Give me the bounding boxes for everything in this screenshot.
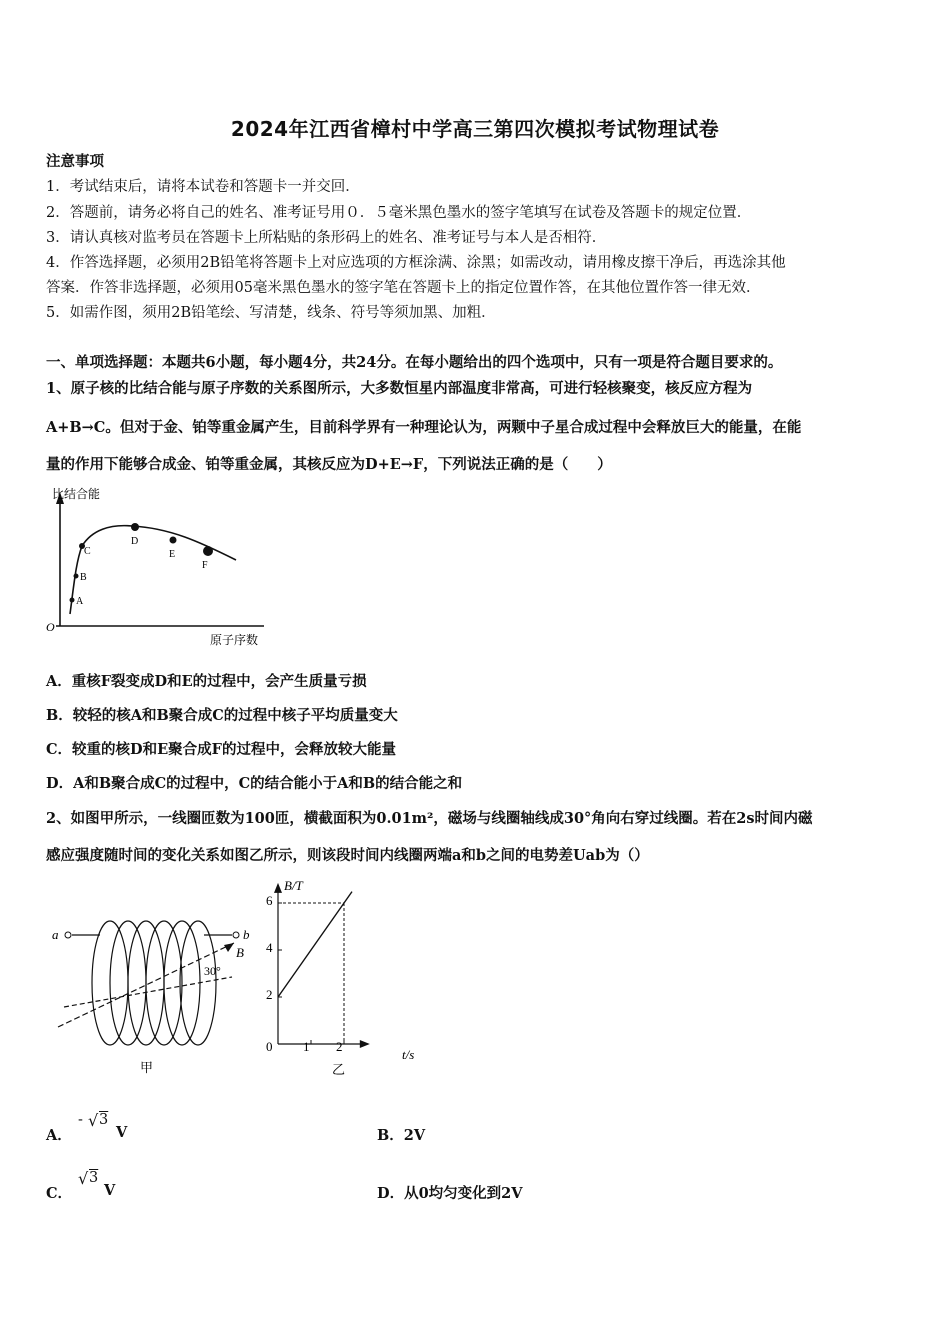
x-axis-label: 原子序数 bbox=[210, 633, 259, 647]
section-heading: 一、单项选择题：本题共6小题，每小题4分，共24分。在每小题给出的四个选项中，只有一项是符合题目要求的。 bbox=[46, 354, 783, 371]
y-tick-label: 4 bbox=[266, 940, 273, 955]
notice-item: 1．考试结束后，请将本试卷和答题卡一并交回． bbox=[46, 179, 360, 195]
notice-item: 3．请认真核对监考员在答题卡上所粘贴的条形码上的姓名、准考证号与本人是否相符． bbox=[46, 230, 607, 246]
q1-option-d: D．A和B聚合成C的过程中，C的结合能小于A和B的结合能之和 bbox=[46, 775, 463, 792]
q2-option-b: B．2V bbox=[377, 1127, 426, 1144]
y-axis-label: B/T bbox=[284, 878, 303, 893]
terminal-a bbox=[65, 932, 71, 938]
sqrt-radicand: 3 bbox=[89, 1170, 99, 1186]
question-2-line: 2、如图甲所示，一线圈匝数为100匝，横截面积为0.01m²，磁场与线圈轴线成30°角向右穿过线圈。若在2s时间内磁 bbox=[46, 810, 813, 827]
coil-turns bbox=[92, 921, 216, 1045]
axis-line bbox=[64, 977, 232, 1007]
field-arrow bbox=[224, 943, 234, 952]
question-2-line: 感应强度随时间的变化关系如图乙所示，则该段时间内线圈两端a和b之间的电势差Uab为（） bbox=[46, 847, 649, 864]
point-b-marker bbox=[74, 574, 79, 579]
option-label: A． bbox=[46, 1127, 72, 1144]
q1-option-c: C．较重的核D和E聚合成F的过程中，会释放较大能量 bbox=[46, 741, 396, 758]
minus-sign: - bbox=[78, 1112, 83, 1128]
point-e-marker bbox=[170, 537, 177, 544]
point-f-marker bbox=[203, 546, 213, 556]
b-t-series-line bbox=[278, 892, 352, 997]
point-label: D bbox=[131, 536, 139, 547]
angle-label: 30° bbox=[204, 964, 221, 978]
notice-heading: 注意事项 bbox=[46, 153, 104, 170]
q2-option-d: D．从0均匀变化到2V bbox=[377, 1185, 523, 1202]
x-tick-label: 1 bbox=[303, 1039, 310, 1054]
x-axis-label: t/s bbox=[402, 1047, 415, 1062]
notice-item: 4．作答选择题，必须用2B铅笔将答题卡上对应选项的方框涂满、涂黑；如需改动，请用橡皮擦干净后，再选涂其他 bbox=[46, 255, 786, 271]
notice-item: 5．如需作图，须用2B铅笔绘、写清楚，线条、符号等须加黑、加粗． bbox=[46, 305, 496, 321]
b-t-chart bbox=[256, 874, 436, 1079]
x-tick-label: 2 bbox=[336, 1039, 343, 1054]
origin-label: O bbox=[46, 620, 55, 634]
point-label: A bbox=[76, 596, 84, 607]
y-tick-label: 6 bbox=[266, 893, 273, 908]
field-label: B bbox=[236, 945, 244, 960]
y-axis-arrow bbox=[274, 883, 282, 893]
terminal-b-label: b bbox=[243, 927, 250, 942]
notice-item: 答案．作答非选择题，必须用05毫米黑色墨水的签字笔在答题卡上的指定位置作答，在其他位置作答一律无效． bbox=[46, 280, 761, 296]
unit: V bbox=[104, 1182, 116, 1199]
x-axis-arrow bbox=[360, 1040, 370, 1048]
question-1-line: 1、原子核的比结合能与原子序数的关系图所示，大多数恒星内部温度非常高，可进行轻核聚变，核反应方程为 bbox=[46, 380, 753, 397]
unit: V bbox=[116, 1124, 128, 1141]
option-label: C． bbox=[46, 1185, 73, 1202]
binding-energy-graph bbox=[40, 484, 280, 654]
terminal-b bbox=[233, 932, 239, 938]
point-label: C bbox=[84, 546, 91, 557]
q1-option-b: B．较轻的核A和B聚合成C的过程中核子平均质量变大 bbox=[46, 707, 398, 724]
q1-option-a: A．重核F裂变成D和E的过程中，会产生质量亏损 bbox=[46, 673, 367, 690]
y-axis-label: 比结合能 bbox=[52, 487, 101, 501]
question-1-line: 量的作用下能够合成金、铂等重金属，其核反应为D+E→F，下列说法正确的是（ ） bbox=[46, 456, 612, 473]
binding-energy-curve bbox=[70, 526, 236, 614]
terminal-a-label: a bbox=[52, 927, 59, 942]
y-tick-label: 2 bbox=[266, 987, 273, 1002]
point-label: B bbox=[80, 572, 87, 583]
page-title: 2024年江西省樟村中学高三第四次模拟考试物理试卷 bbox=[230, 117, 720, 141]
point-label: F bbox=[202, 560, 208, 571]
coil-diagram bbox=[44, 895, 264, 1080]
figure-caption: 甲 bbox=[140, 1060, 154, 1075]
notice-item: 2．答题前，请务必将自己的姓名、准考证号用０．５毫米黑色墨水的签字笔填写在试卷及答题卡的规定位置． bbox=[46, 205, 752, 221]
sqrt-symbol: √ bbox=[88, 1111, 99, 1130]
question-1-line: A+B→C。但对于金、铂等重金属产生，目前科学界有一种理论认为，两颗中子星合成过程中会释放巨大的能量，在能 bbox=[46, 419, 802, 436]
point-label: E bbox=[169, 549, 176, 560]
point-d-marker bbox=[131, 523, 139, 531]
sqrt-radicand: 3 bbox=[99, 1112, 109, 1128]
sqrt-symbol: √ bbox=[78, 1169, 89, 1188]
x-tick-label: 0 bbox=[266, 1039, 273, 1054]
point-a-marker bbox=[70, 598, 75, 603]
chart-caption: 乙 bbox=[332, 1062, 346, 1077]
